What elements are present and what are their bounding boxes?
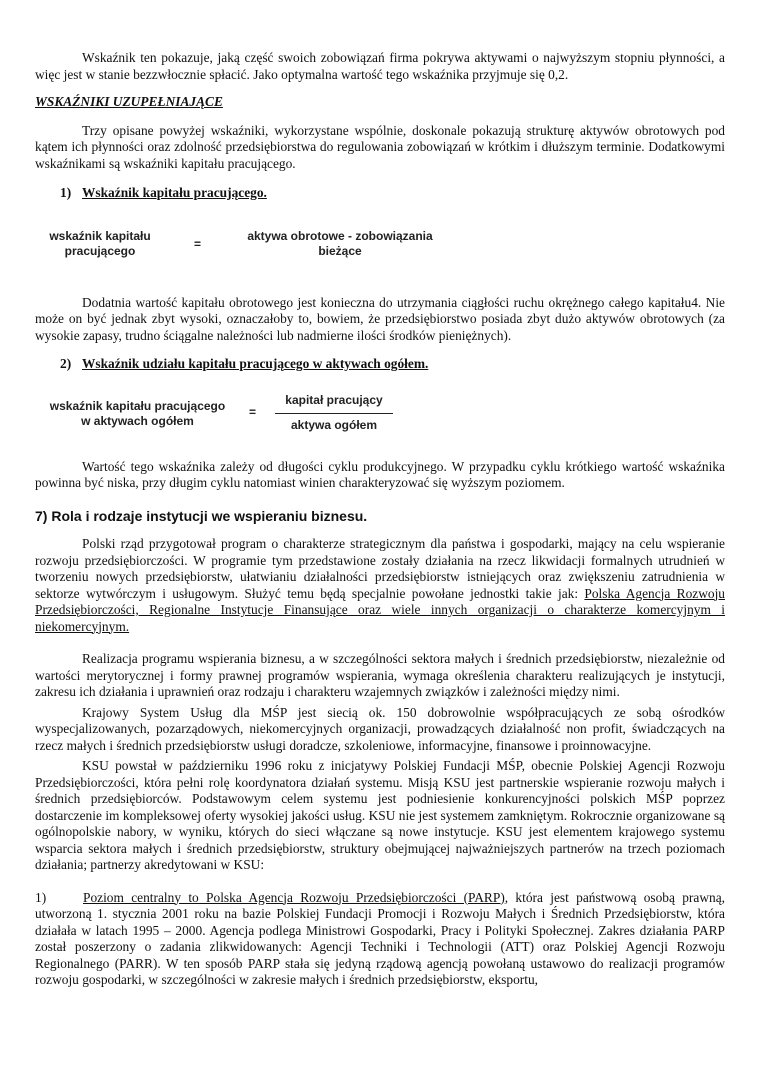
heading-supplementary-indicators: WSKAŹNIKI UZUPEŁNIAJĄCE <box>35 94 223 109</box>
item-heading-2 <box>35 356 725 373</box>
list-item-underlined: Poziom centralny to Polska Agencja Rozwoju Przedsiębiorczości (PARP) <box>83 889 505 905</box>
paragraph-section7-4: KSU powstał w październiku 1996 roku z inicjatywy Polskiej Fundacji MŚP, obecnie Polskiej Agencji Rozwoju Przedsiębiorczości, która pełni rolę koordynatora działań systemu. Misją KSU jest partnerskie wspieranie rozwoju małych i średnich przedsiębiorców. Podstawowym celem systemu jest podniesienie konkurencyjności polskich MŚP poprzez dostarczenie im kompleksowej oferty wysokiej jakości usług. KSU nie jest systemem zamkniętym. Rokrocznie organizowane są ogólnopolskie nabory, w wyniku, których do sieci włączane są nowe instytucje. KSU jest elementem krajowego systemu wsparcia sektora małych i średnich przedsiębiorstw, struktury obejmującej najważniejszych partnerów na trzech poziomach działania; partnerzy akredytowani w KSU: <box>35 758 725 872</box>
paragraph-working-capital: Dodatnia wartość kapitału obrotowego jest konieczna do utrzymania ciągłości ruchu okrężnego całego kapitału4. Nie może on być jednak zbyt wysoki, oznaczałoby to, bowiem, że przedsiębiorstwo posiada zbyt dużo aktywów obrotowych (za wysokie zapasy, trudno ściągalne należności lub nadmierne ilości środków pieniężnych). <box>35 294 725 343</box>
formula-lhs: wskaźnik kapitału pracującego <box>49 228 151 258</box>
item-title: Wskaźnik udziału kapitału pracującego w aktywach ogółem. <box>82 356 429 371</box>
formula-lhs: wskaźnik kapitału pracującego w aktywach ogółem <box>49 398 226 428</box>
item-heading-1 <box>35 185 725 202</box>
formula-fraction <box>275 393 393 433</box>
paragraph-supplementary: Trzy opisane powyżej wskaźniki, wykorzystane wspólnie, doskonale pokazują strukturę aktywów obrotowych pod kątem ich płynności oraz zdolność przedsiębiorstwa do regulowania zobowiązań w krótkim i dłuższym terminie. Dodatkowymi wskaźnikami są wskaźniki kapitału pracującego. <box>35 122 725 171</box>
paragraph-section7-1: Polski rząd przygotował program o charakterze strategicznym dla państwa i gospodarki, mający na celu wspieranie rozwoju przedsiębiorczości. W programie tym przedstawione zostały działania na rzecz likwidacji formalnych utrudnień w tworzeniu nowych przedsiębiorstw, ułatwianiu działalności przedsiębiorstw istniejących oraz zwiększeniu zatrudnienia w sektorze wytwórczym i usługowym. Służyć temu będą specjalnie powołane jednostki takie jak: Polska Agencja Rozwoju Przedsiębiorczości, Regionalne Instytucje Finansujące oraz wiele innych organizacji o charakterze komercyjnym i niekomercyjnym. <box>35 536 725 634</box>
list-item-1: 1) Poziom centralny to Polska Agencja Rozwoju Przedsiębiorczości (PARP), która jest państwową osobą prawną, utworzoną 1. stycznia 2001 roku na bazie Polskiej Fundacji Promocji i Rozwoju Małych i Średnich Przedsiębiorstw, która działała w latach 1995 – 2000. Agencja podlega Ministrowi Gospodarki, Pracy i Polityki Społecznej. Zakres działania PARP został poszerzony o zadania zlikwidowanych: Agencji Techniki i Technologii (ATT) oraz Polskiej Agencji Rozwoju Regionalnego (PARR). W ten sposób PARP stała się jedyną rządową agencją powołaną ustawowo do realizacji programów rozwoju gospodarki, w szczególności w zakresie małych i średnich przedsiębiorstw, eksportu, <box>35 889 725 987</box>
formula-rhs: aktywa obrotowe - zobowiązania bieżące <box>247 228 433 258</box>
fraction-denominator: aktywa ogółem <box>290 417 378 432</box>
item-title: Wskaźnik kapitału pracującego. <box>82 185 267 200</box>
document-page <box>35 50 725 989</box>
equals-sign: = <box>249 404 257 419</box>
item-number: 1) <box>60 185 72 200</box>
paragraph-working-capital-share: Wartość tego wskaźnika zależy od długości cyklu produkcyjnego. W przypadku cyklu krótkiego wartość wskaźnika powinna być niska, przy długim cyklu natomiast winien charakteryzować się wyższym poziomem. <box>35 458 725 490</box>
section-7-title: 7) Rola i rodzaje instytucji we wspieraniu biznesu. <box>35 507 368 524</box>
formula-working-capital <box>35 229 725 269</box>
paragraph-intro: Wskaźnik ten pokazuje, jaką część swoich zobowiązań firma pokrywa aktywami o najwyższym stopniu płynności, a więc jest w stanie bezzwłocznie spłacić. Jako optymalna wartość tego wskaźnika przyjmuje się 0,2. <box>35 50 725 82</box>
formula-working-capital-share <box>35 393 725 439</box>
list-number: 1) <box>35 889 47 905</box>
item-number: 2) <box>60 356 72 371</box>
equals-sign: = <box>194 236 202 251</box>
paragraph-section7-3: Krajowy System Usług dla MŚP jest siecią ok. 150 dobrowolnie współpracujących ze sobą ośrodków wyspecjalizowanych, pozarządowych, niekomercyjnych organizacji, prowadzących działalność non profit, świadczących na rzecz małych i średnich przedsiębiorstw usługi doradcze, szkoleniowe, informacyjne, finansowe i proinnowacyjne. <box>35 704 725 753</box>
paragraph-section7-2: Realizacja programu wspierania biznesu, a w szczególności sektora małych i średnich przedsiębiorstw, niezależnie od wartości merytorycznej i formy prawnej programów wspierania, wymaga określenia charakteru realizujących je instytucji, zakresu ich działania i uprawnień oraz rodzaju i charakteru wzajemnych związków i zależności między nimi. <box>35 651 725 699</box>
fraction-numerator: kapitał pracujący <box>275 393 393 414</box>
institutions-underlined: Polska Agencja Rozwoju Przedsiębiorczości, Regionalne Instytucje Finansujące oraz wiele innych organizacji o charakterze komercyjnym i niekomercyjnym. <box>35 585 725 634</box>
